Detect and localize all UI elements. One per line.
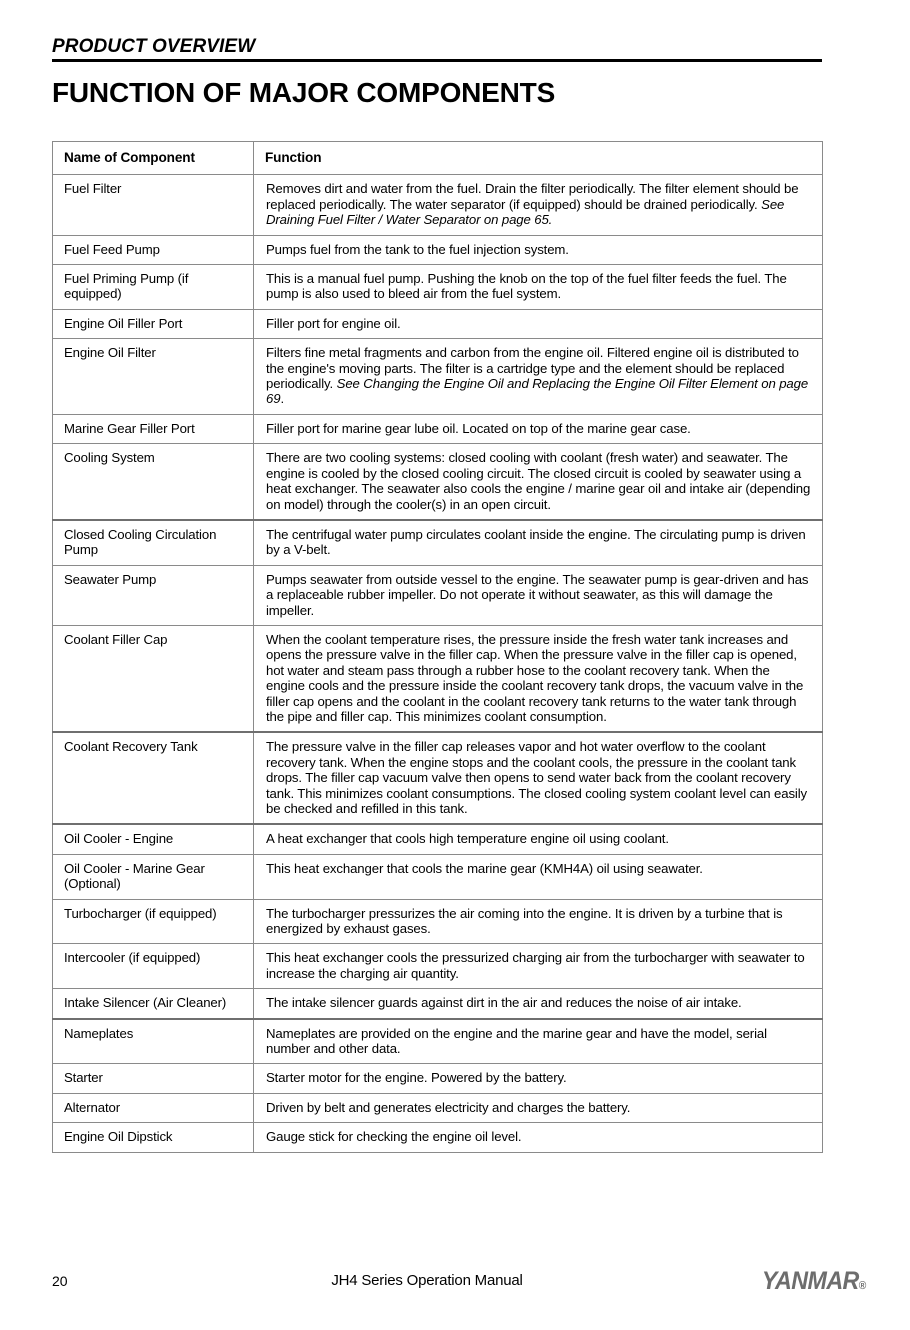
component-name-cell: Fuel Priming Pump (if equipped) [53, 265, 254, 310]
function-text: Pumps fuel from the tank to the fuel injection system. [266, 241, 569, 257]
component-function-cell [254, 989, 823, 1019]
function-text: Filler port for marine gear lube oil. Located on top of the marine gear case. [266, 420, 691, 436]
component-function-cell [254, 265, 823, 310]
component-name-cell: Fuel Filter [53, 175, 254, 235]
page-title: FUNCTION OF MAJOR COMPONENTS [52, 77, 556, 108]
function-text: Filler port for engine oil. [266, 315, 401, 331]
component-function-cell [254, 824, 823, 854]
table-row [53, 175, 823, 235]
table-row [53, 1123, 823, 1152]
component-function-cell [254, 339, 823, 415]
component-name-cell: Nameplates [53, 1019, 254, 1064]
component-name-cell: Closed Cooling Circulation Pump [53, 520, 254, 565]
function-text: The intake silencer guards against dirt in the air and reduces the noise of air intake. [266, 995, 742, 1011]
table-row [53, 732, 823, 824]
component-name-cell: Intercooler (if equipped) [53, 944, 254, 989]
component-function-cell [254, 520, 823, 565]
function-text: When the coolant temperature rises, the pressure inside the fresh water tank increases and opens the pressure valve in the filler cap. When the pressure valve in the filler cap is opened, hot water and steam pass through a rubber hose to the coolant recovery tank. When the engine cools and the pressure inside the coolant recovery tank drops, the vacuum valve in the filler cap opens and the coolant in the coolant recovery tank returns to the water tank through the pipe and filler cap. This minimizes coolant consumption. [266, 631, 804, 724]
cross-reference-link[interactable]: See Changing the Engine Oil and Replacing the Engine Oil Filter Element on page 69 [266, 376, 809, 407]
component-name-cell: Intake Silencer (Air Cleaner) [53, 989, 254, 1019]
table-row [53, 989, 823, 1019]
page-number: 20 [52, 1273, 68, 1289]
function-text: Filters fine metal fragments and carbon from the engine oil. Filtered engine oil is distributed to the engine's moving parts. The filter is a cartridge type and the element should be replaced periodically. [266, 345, 799, 392]
running-head [52, 36, 822, 62]
table-row [53, 1093, 823, 1122]
cross-reference-link[interactable]: See Draining Fuel Filter / Water Separator on page 65. [266, 196, 785, 228]
running-head-rule [52, 59, 822, 62]
table-row [53, 235, 823, 264]
function-text: A heat exchanger that cools high temperature engine oil using coolant. [266, 831, 669, 847]
table-row [53, 414, 823, 443]
table-row [53, 944, 823, 989]
function-text-tail: . [280, 391, 284, 407]
components-table [52, 141, 823, 1153]
component-function-cell [254, 1123, 823, 1152]
component-function-cell [254, 854, 823, 899]
component-name-cell: Coolant Recovery Tank [53, 732, 254, 824]
running-head-text: PRODUCT OVERVIEW [52, 36, 256, 57]
table-row [53, 854, 823, 899]
component-function-cell [254, 1064, 823, 1093]
table-header [53, 142, 823, 175]
function-text: This heat exchanger that cools the marine gear (KMH4A) oil using seawater. [266, 860, 703, 876]
yanmar-wordmark: YANMAR [762, 1267, 860, 1295]
table-row [53, 899, 823, 944]
function-text: Driven by belt and generates electricity and charges the battery. [266, 1099, 631, 1115]
table-row [53, 444, 823, 520]
component-function-cell [254, 175, 823, 235]
component-name-cell: Oil Cooler - Engine [53, 824, 254, 854]
registered-mark-icon: ® [859, 1280, 866, 1292]
function-text: Removes dirt and water from the fuel. Drain the filter periodically. The filter element should be replaced periodically. The water separator (if equipped) should be drained periodically. [266, 181, 799, 212]
table-row [53, 565, 823, 625]
component-name-cell: Fuel Feed Pump [53, 235, 254, 264]
component-name-cell: Seawater Pump [53, 565, 254, 625]
component-function-cell [254, 1019, 823, 1064]
component-function-cell [254, 625, 823, 732]
component-name-cell: Turbocharger (if equipped) [53, 899, 254, 944]
function-text: The centrifugal water pump circulates coolant inside the engine. The circulating pump is driven by a V-belt. [266, 526, 806, 558]
component-name-cell: Coolant Filler Cap [53, 625, 254, 732]
function-text: This heat exchanger cools the pressurized charging air from the turbocharger with seawater to increase the charging air quantity. [266, 950, 805, 981]
component-function-cell [254, 1093, 823, 1122]
component-function-cell [254, 444, 823, 520]
component-function-cell [254, 565, 823, 625]
table-body [53, 175, 823, 1152]
component-name-cell: Engine Oil Dipstick [53, 1123, 254, 1152]
function-text: Pumps seawater from outside vessel to the engine. The seawater pump is gear-driven and has a replaceable rubber impeller. Do not operate it without seawater, as this will damage the impeller. [266, 571, 809, 618]
component-function-cell [254, 732, 823, 824]
table-row [53, 625, 823, 732]
table-row [53, 339, 823, 415]
table-header-row [53, 142, 823, 175]
component-function-cell [254, 899, 823, 944]
component-function-cell [254, 235, 823, 264]
yanmar-logo [762, 1267, 866, 1300]
function-text: The pressure valve in the filler cap releases vapor and hot water overflow to the coolant recovery tank. When the engine stops and the coolant cools, the pressure in the coolant tank drops. The filler cap vacuum valve then opens to send water back from the coolant recovery tank. This minimizes coolant consumptions. The closed cooling system coolant level can easily be checked and refilled in this tank. [266, 739, 808, 816]
component-name-cell: Engine Oil Filler Port [53, 309, 254, 338]
table-row [53, 1064, 823, 1093]
table-row [53, 520, 823, 565]
component-name-cell: Oil Cooler - Marine Gear (Optional) [53, 854, 254, 899]
function-text: This is a manual fuel pump. Pushing the knob on the top of the fuel filter feeds the fuel. The pump is also used to bleed air from the fuel system. [266, 271, 787, 302]
column-header-name: Name of Component [53, 142, 254, 175]
component-name-cell: Marine Gear Filler Port [53, 414, 254, 443]
function-text: The turbocharger pressurizes the air coming into the engine. It is driven by a turbine that is energized by exhaust gases. [266, 905, 783, 937]
component-function-cell [254, 309, 823, 338]
function-text: There are two cooling systems: closed cooling with coolant (fresh water) and seawater. The engine is cooled by the closed cooling circuit. The closed circuit is cooled by seawater using a heat exchanger. The seawater also cools the engine / marine gear oil and intake air (depending on model) through the cooler(s) in an open circuit. [266, 450, 811, 512]
page-footer [0, 1267, 910, 1302]
component-function-cell [254, 944, 823, 989]
function-text: Nameplates are provided on the engine and the marine gear and have the model, serial number and other data. [266, 1025, 767, 1057]
manual-title: JH4 Series Operation Manual [331, 1272, 523, 1289]
table-row [53, 824, 823, 854]
component-name-cell: Cooling System [53, 444, 254, 520]
function-text: Gauge stick for checking the engine oil level. [266, 1129, 522, 1145]
component-name-cell: Alternator [53, 1093, 254, 1122]
table-row [53, 1019, 823, 1064]
function-text: Starter motor for the engine. Powered by the battery. [266, 1070, 567, 1086]
column-header-function: Function [254, 142, 823, 175]
table-row [53, 309, 823, 338]
component-name-cell: Engine Oil Filter [53, 339, 254, 415]
table-row [53, 265, 823, 310]
component-name-cell: Starter [53, 1064, 254, 1093]
component-function-cell [254, 414, 823, 443]
